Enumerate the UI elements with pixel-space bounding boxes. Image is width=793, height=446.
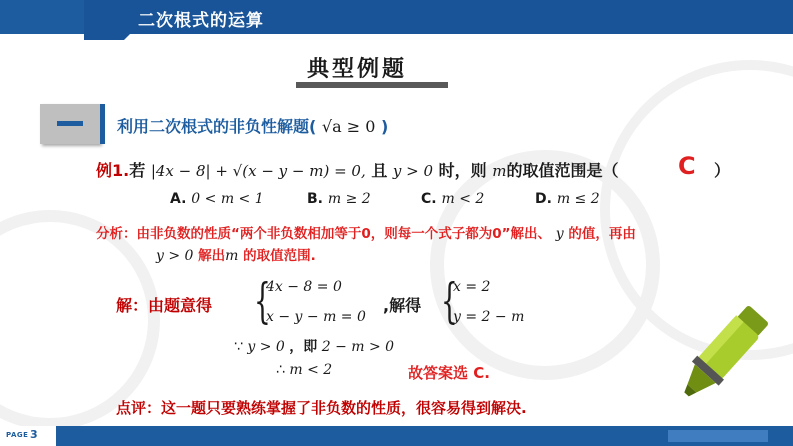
analysis-line-1 xyxy=(96,222,636,242)
comment: 点评：这一题只要熟练掌握了非负数的性质，很容易得到解决. xyxy=(116,399,527,417)
solution-equation-1: x = 2 xyxy=(453,279,491,295)
topic-heading xyxy=(117,114,388,137)
solve-label: ,解得 xyxy=(383,296,422,315)
final-answer: 故答案选 C. xyxy=(408,364,490,382)
page-label: PAGE xyxy=(6,431,29,439)
example-suffix: 的取值范围是（ xyxy=(506,161,619,180)
option-letter: A. xyxy=(170,191,187,207)
option-letter: B. xyxy=(307,191,323,207)
option-text: 0 < m < 1 xyxy=(191,191,264,207)
step-1b: 2 − m > 0 xyxy=(321,339,395,355)
example-condition: y > 0 xyxy=(392,162,434,180)
topic-formula: √a ≥ 0 xyxy=(321,117,376,136)
option-text: m ≤ 2 xyxy=(556,191,600,207)
example-mid2: 时，则 xyxy=(438,161,487,180)
step-1-separator: ，即 xyxy=(289,339,318,355)
solution-label: 解：由题意得 xyxy=(116,296,213,315)
example-label: 例1. xyxy=(96,161,130,180)
system-equation-2: x − y − m = 0 xyxy=(266,309,366,325)
analysis-line-2 xyxy=(156,244,316,264)
system-equation-1: 4x − 8 = 0 xyxy=(266,279,342,295)
example-formula: |4x − 8| + √(x − y − m) = 0, xyxy=(150,162,366,180)
option-c xyxy=(421,191,484,207)
section-underline xyxy=(296,82,448,88)
therefore-symbol: ∴ xyxy=(276,362,285,378)
example-prefix: 若 xyxy=(129,161,146,180)
step-because xyxy=(234,336,394,356)
analysis-text-end: 的值，再由 xyxy=(568,226,636,242)
example-answer: C xyxy=(678,152,696,180)
option-text: m < 2 xyxy=(441,191,485,207)
analysis-text: 分析：由非负数的性质“两个非负数相加等于0，则每一个式子都为0”解出 xyxy=(96,226,538,242)
footer-box xyxy=(668,430,768,442)
example-variable: m xyxy=(492,162,507,180)
option-d xyxy=(535,191,600,207)
analysis-text: 解出 xyxy=(198,248,226,264)
option-a xyxy=(170,191,264,207)
option-letter: C. xyxy=(421,191,437,207)
solution-equation-2: y = 2 − m xyxy=(453,309,525,325)
option-text: m ≥ 2 xyxy=(327,191,371,207)
example-close-paren: ） xyxy=(714,161,731,180)
because-symbol: ∵ xyxy=(234,339,243,355)
highlighter-icon xyxy=(672,300,772,410)
topic-text: 利用二次根式的非负性解题( xyxy=(117,117,317,136)
topic-number-badge xyxy=(40,104,100,144)
analysis-condition: y > 0 xyxy=(156,248,194,264)
step-1: y > 0 xyxy=(247,339,285,355)
analysis-var-m: m xyxy=(225,248,239,264)
system-brace-right: { xyxy=(441,273,458,329)
analysis-text: 的取值范围. xyxy=(243,248,316,264)
analysis-separator: 、 xyxy=(537,226,552,242)
step-2: m < 2 xyxy=(289,362,333,378)
system-brace-left: { xyxy=(254,273,271,329)
step-therefore xyxy=(276,362,332,378)
topic-accent xyxy=(100,104,105,144)
topic-number-dash xyxy=(57,121,83,126)
topic-close: ) xyxy=(380,117,389,136)
slide-header-title: 二次根式的运算 xyxy=(138,11,264,31)
page-number: 3 xyxy=(30,428,38,441)
example-mid1: 且 xyxy=(371,161,388,180)
option-letter: D. xyxy=(535,191,552,207)
analysis-var-y: y xyxy=(555,226,564,242)
example-question xyxy=(96,158,618,181)
option-b xyxy=(307,191,371,207)
section-title: 典型例题 xyxy=(307,57,408,82)
